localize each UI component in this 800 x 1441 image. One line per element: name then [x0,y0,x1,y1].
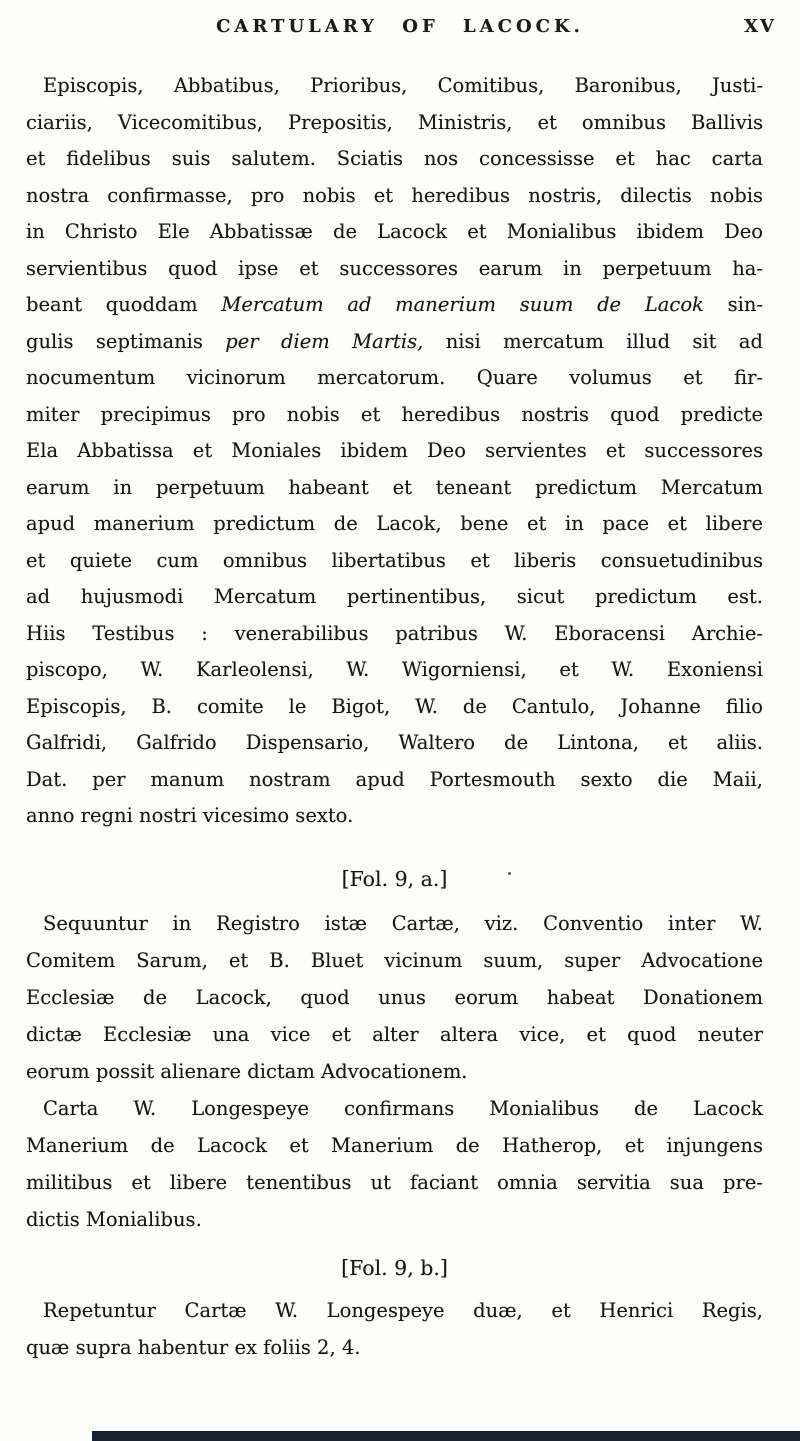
text-line [26,360,763,397]
text-segment: earum in perpetuum habeant et teneant predictum Mercatum [26,475,763,499]
document-body [26,68,763,1366]
text-segment: beant quoddam [26,293,222,316]
paragraph [26,905,763,1090]
text-line [26,1164,763,1201]
text-line [26,433,763,470]
text-segment: Carta W. Longespeye confirmans Monialibus de Lacock [43,1096,763,1120]
page-number: XV [744,16,776,37]
text-line [26,579,763,616]
page-title: CARTULARY OF LACOCK. [216,16,584,37]
text-line [26,942,763,979]
scan-speck-artifact [508,872,511,875]
text-line [26,1016,763,1053]
text-segment: servientibus quod ipse et successores earum in perpetuum ha- [26,256,763,280]
paragraph [26,1090,763,1238]
text-line [26,470,763,507]
text-segment: quæ supra habentur ex foliis 2, 4. [26,1335,361,1359]
text-segment: Galfridi, Galfrido Dispensario, Waltero de Lintona, et aliis. [26,731,763,754]
text-segment: dictæ Ecclesiæ una vice et alter altera vice, et quod neuter [26,1022,763,1046]
text-segment: ciariis, Vicecomitibus, Prepositis, Ministris, et omnibus Ballivis [26,110,763,134]
text-segment: Ecclesiæ de Lacock, quod unus eorum habeat Donationem [26,985,763,1009]
text-line [26,105,763,142]
text-line [26,905,763,942]
text-segment: Episcopis, Abbatibus, Prioribus, Comitibus, Baronibus, Justi- [43,74,763,97]
scan-edge-bar [92,1431,800,1441]
text-segment: Episcopis, B. comite le Bigot, W. de Cantulo, Johanne filio [26,694,763,718]
text-line [26,251,763,288]
text-segment: Dat. per manum nostram apud Portesmouth sexto die Maii, [26,767,763,791]
paragraph [26,1292,763,1366]
text-segment: nostra confirmasse, pro nobis et heredibus nostris, dilectis nobis [26,183,763,207]
italic-text-segment: per diem Martis, [225,329,424,353]
text-line [26,762,763,799]
text-segment: nocumentum vicinorum mercatorum. Quare volumus et fir- [26,366,763,389]
text-line [26,798,763,835]
text-line [26,725,763,762]
text-segment: sin- [703,293,763,316]
text-segment: gulis septimanis [26,329,226,353]
text-line [26,1329,763,1366]
text-line [26,68,763,105]
running-header [0,0,800,48]
text-line [26,1090,763,1127]
text-line [26,1292,763,1329]
text-line [26,1201,763,1238]
text-line [26,1053,763,1090]
text-line [26,397,763,434]
text-line [26,543,763,580]
text-segment: Comitem Sarum, et B. Bluet vicinum suum, super Advocatione [26,948,763,972]
text-line [26,214,763,251]
text-line [26,506,763,543]
folio-heading: [Fol. 9, b.] [341,1255,448,1280]
text-line [26,616,763,653]
text-line [26,689,763,726]
text-segment: Sequuntur in Registro istæ Cartæ, viz. Conventio inter W. [43,911,763,935]
text-segment: nisi mercatum illud sit ad [423,329,763,353]
text-line [26,1127,763,1164]
text-segment: Hiis Testibus : venerabilibus patribus W. Eboracensi Archie- [26,621,763,645]
text-segment: in Christo Ele Abbatissæ de Lacock et Monialibus ibidem Deo [26,220,763,243]
text-line [26,178,763,215]
text-segment: miter precipimus pro nobis et heredibus nostris quod predicte [26,402,763,426]
text-segment: anno regni nostri vicesimo sexto. [26,804,354,827]
text-segment: piscopo, W. Karleolensi, W. Wigorniensi, et W. Exoniensi [26,658,763,681]
folio-heading: [Fol. 9, a.] [341,866,448,891]
text-segment: eorum possit alienare dictam Advocationem. [26,1059,468,1083]
text-segment: apud manerium predictum de Lacok, bene et in pace et libere [26,512,763,535]
italic-text-segment: Mercatum ad manerium suum de Lacok [221,293,704,316]
paragraph [26,68,763,835]
text-segment: et fidelibus suis salutem. Sciatis nos concessisse et hac carta [26,147,763,170]
text-line [26,652,763,689]
text-segment: ad hujusmodi Mercatum pertinentibus, sicut predictum est. [26,585,763,608]
text-line [26,141,763,178]
text-segment: militibus et libere tenentibus ut faciant omnia servitia sua pre- [26,1170,763,1194]
text-segment: Ela Abbatissa et Moniales ibidem Deo servientes et successores [26,439,763,462]
text-line [26,979,763,1016]
text-line [26,324,763,361]
text-line [26,287,763,324]
text-segment: Manerium de Lacock et Manerium de Hatherop, et injungens [26,1133,763,1157]
text-segment: Repetuntur Cartæ W. Longespeye duæ, et Henrici Regis, [43,1298,763,1322]
text-segment: dictis Monialibus. [26,1207,202,1231]
text-segment: et quiete cum omnibus libertatibus et liberis consuetudinibus [26,548,763,572]
